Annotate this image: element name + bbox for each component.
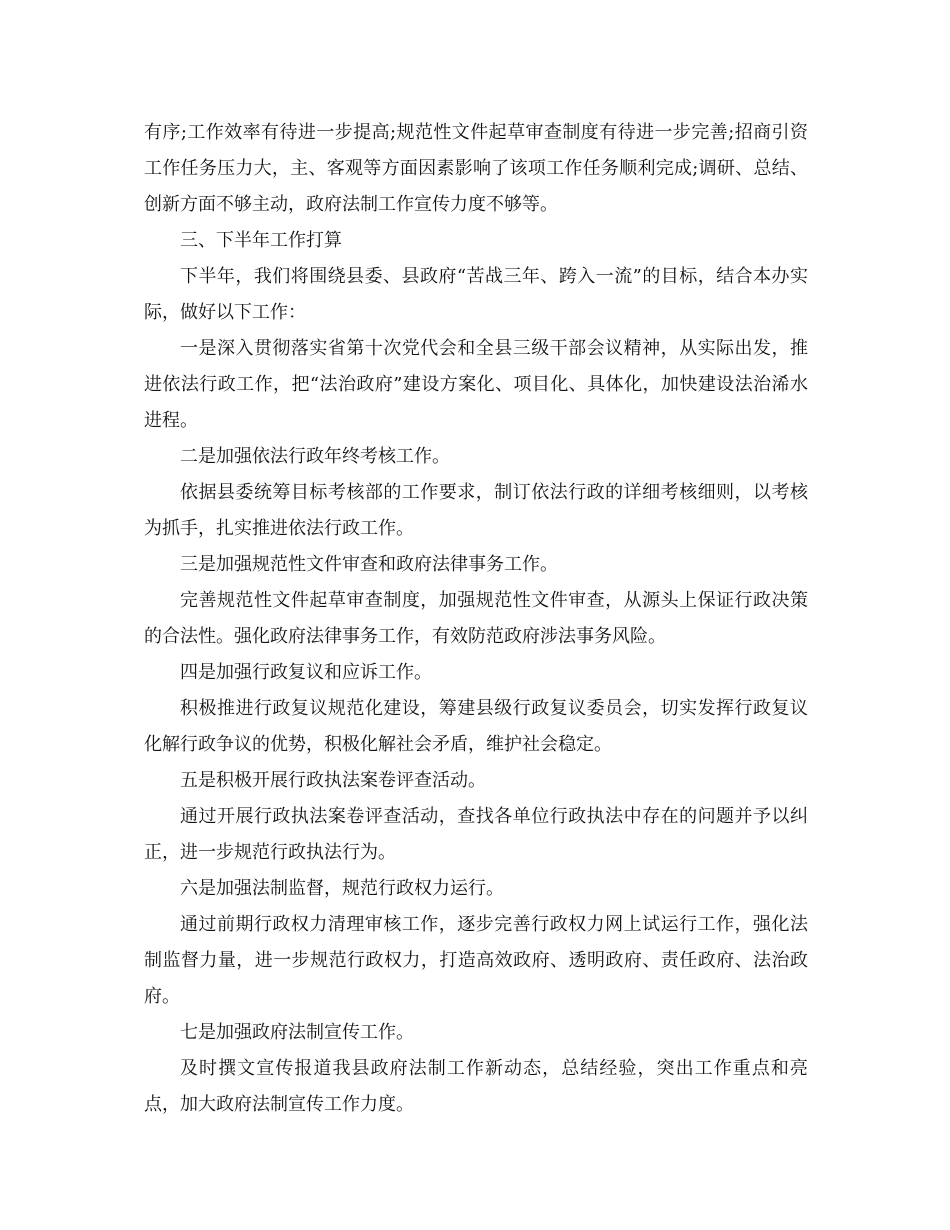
- paragraph-item-6: 通过前期行政权力清理审核工作，逐步完善行政权力网上试运行工作，强化法制监督力量，进一步规范行政权力，打造高效政府、透明政府、责任政府、法治政府。: [144, 914, 808, 1007]
- item-heading-5: 五是积极开展行政执法案卷评查活动。: [180, 770, 486, 791]
- paragraph-item-2: 依据县委统筹目标考核部的工作要求，制订依法行政的详细考核细则，以考核为抓手，扎实推进依法行政工作。: [144, 482, 808, 539]
- paragraph-item-3: 完善规范性文件起草审查制度，加强规范性文件审查，从源头上保证行政决策的合法性。强化政府法律事务工作，有效防范政府涉法事务风险。: [144, 590, 808, 647]
- section-heading: 三、下半年工作打算: [180, 230, 342, 251]
- item-heading-6: 六是加强法制监督，规范行政权力运行。: [180, 878, 504, 899]
- paragraph-item-4: 积极推进行政复议规范化建设，筹建县级行政复议委员会，切实发挥行政复议化解行政争议的优势，积极化解社会矛盾，维护社会稳定。: [144, 698, 808, 755]
- paragraph-item-1: 一是深入贯彻落实省第十次党代会和全县三级干部会议精神，从实际出发，推进依法行政工作，把“法治政府”建设方案化、项目化、具体化，加快建设法治浠水进程。: [144, 338, 808, 431]
- paragraph-intro: 下半年，我们将围绕县委、县政府“苦战三年、跨入一流”的目标，结合本办实际，做好以下工作：: [144, 266, 808, 323]
- item-heading-3: 三是加强规范性文件审查和政府法律事务工作。: [180, 554, 558, 575]
- paragraph-item-7: 及时撰文宣传报道我县政府法制工作新动态，总结经验，突出工作重点和亮点，加大政府法制宣传工作力度。: [144, 1058, 808, 1115]
- paragraph-item-5: 通过开展行政执法案卷评查活动，查找各单位行政执法中存在的问题并予以纠正，进一步规范行政执法行为。: [144, 806, 808, 863]
- item-heading-7: 七是加强政府法制宣传工作。: [180, 1022, 414, 1043]
- paragraph-continuation: 有序;工作效率有待进一步提高;规范性文件起草审查制度有待进一步完善;招商引资工作任务压力大，主、客观等方面因素影响了该项工作任务顺利完成;调研、总结、创新方面不够主动，政府法制工作宣传力度不够等。: [144, 122, 808, 215]
- document-body: [144, 115, 808, 1123]
- item-heading-2: 二是加强依法行政年终考核工作。: [180, 446, 450, 467]
- item-heading-4: 四是加强行政复议和应诉工作。: [180, 662, 432, 683]
